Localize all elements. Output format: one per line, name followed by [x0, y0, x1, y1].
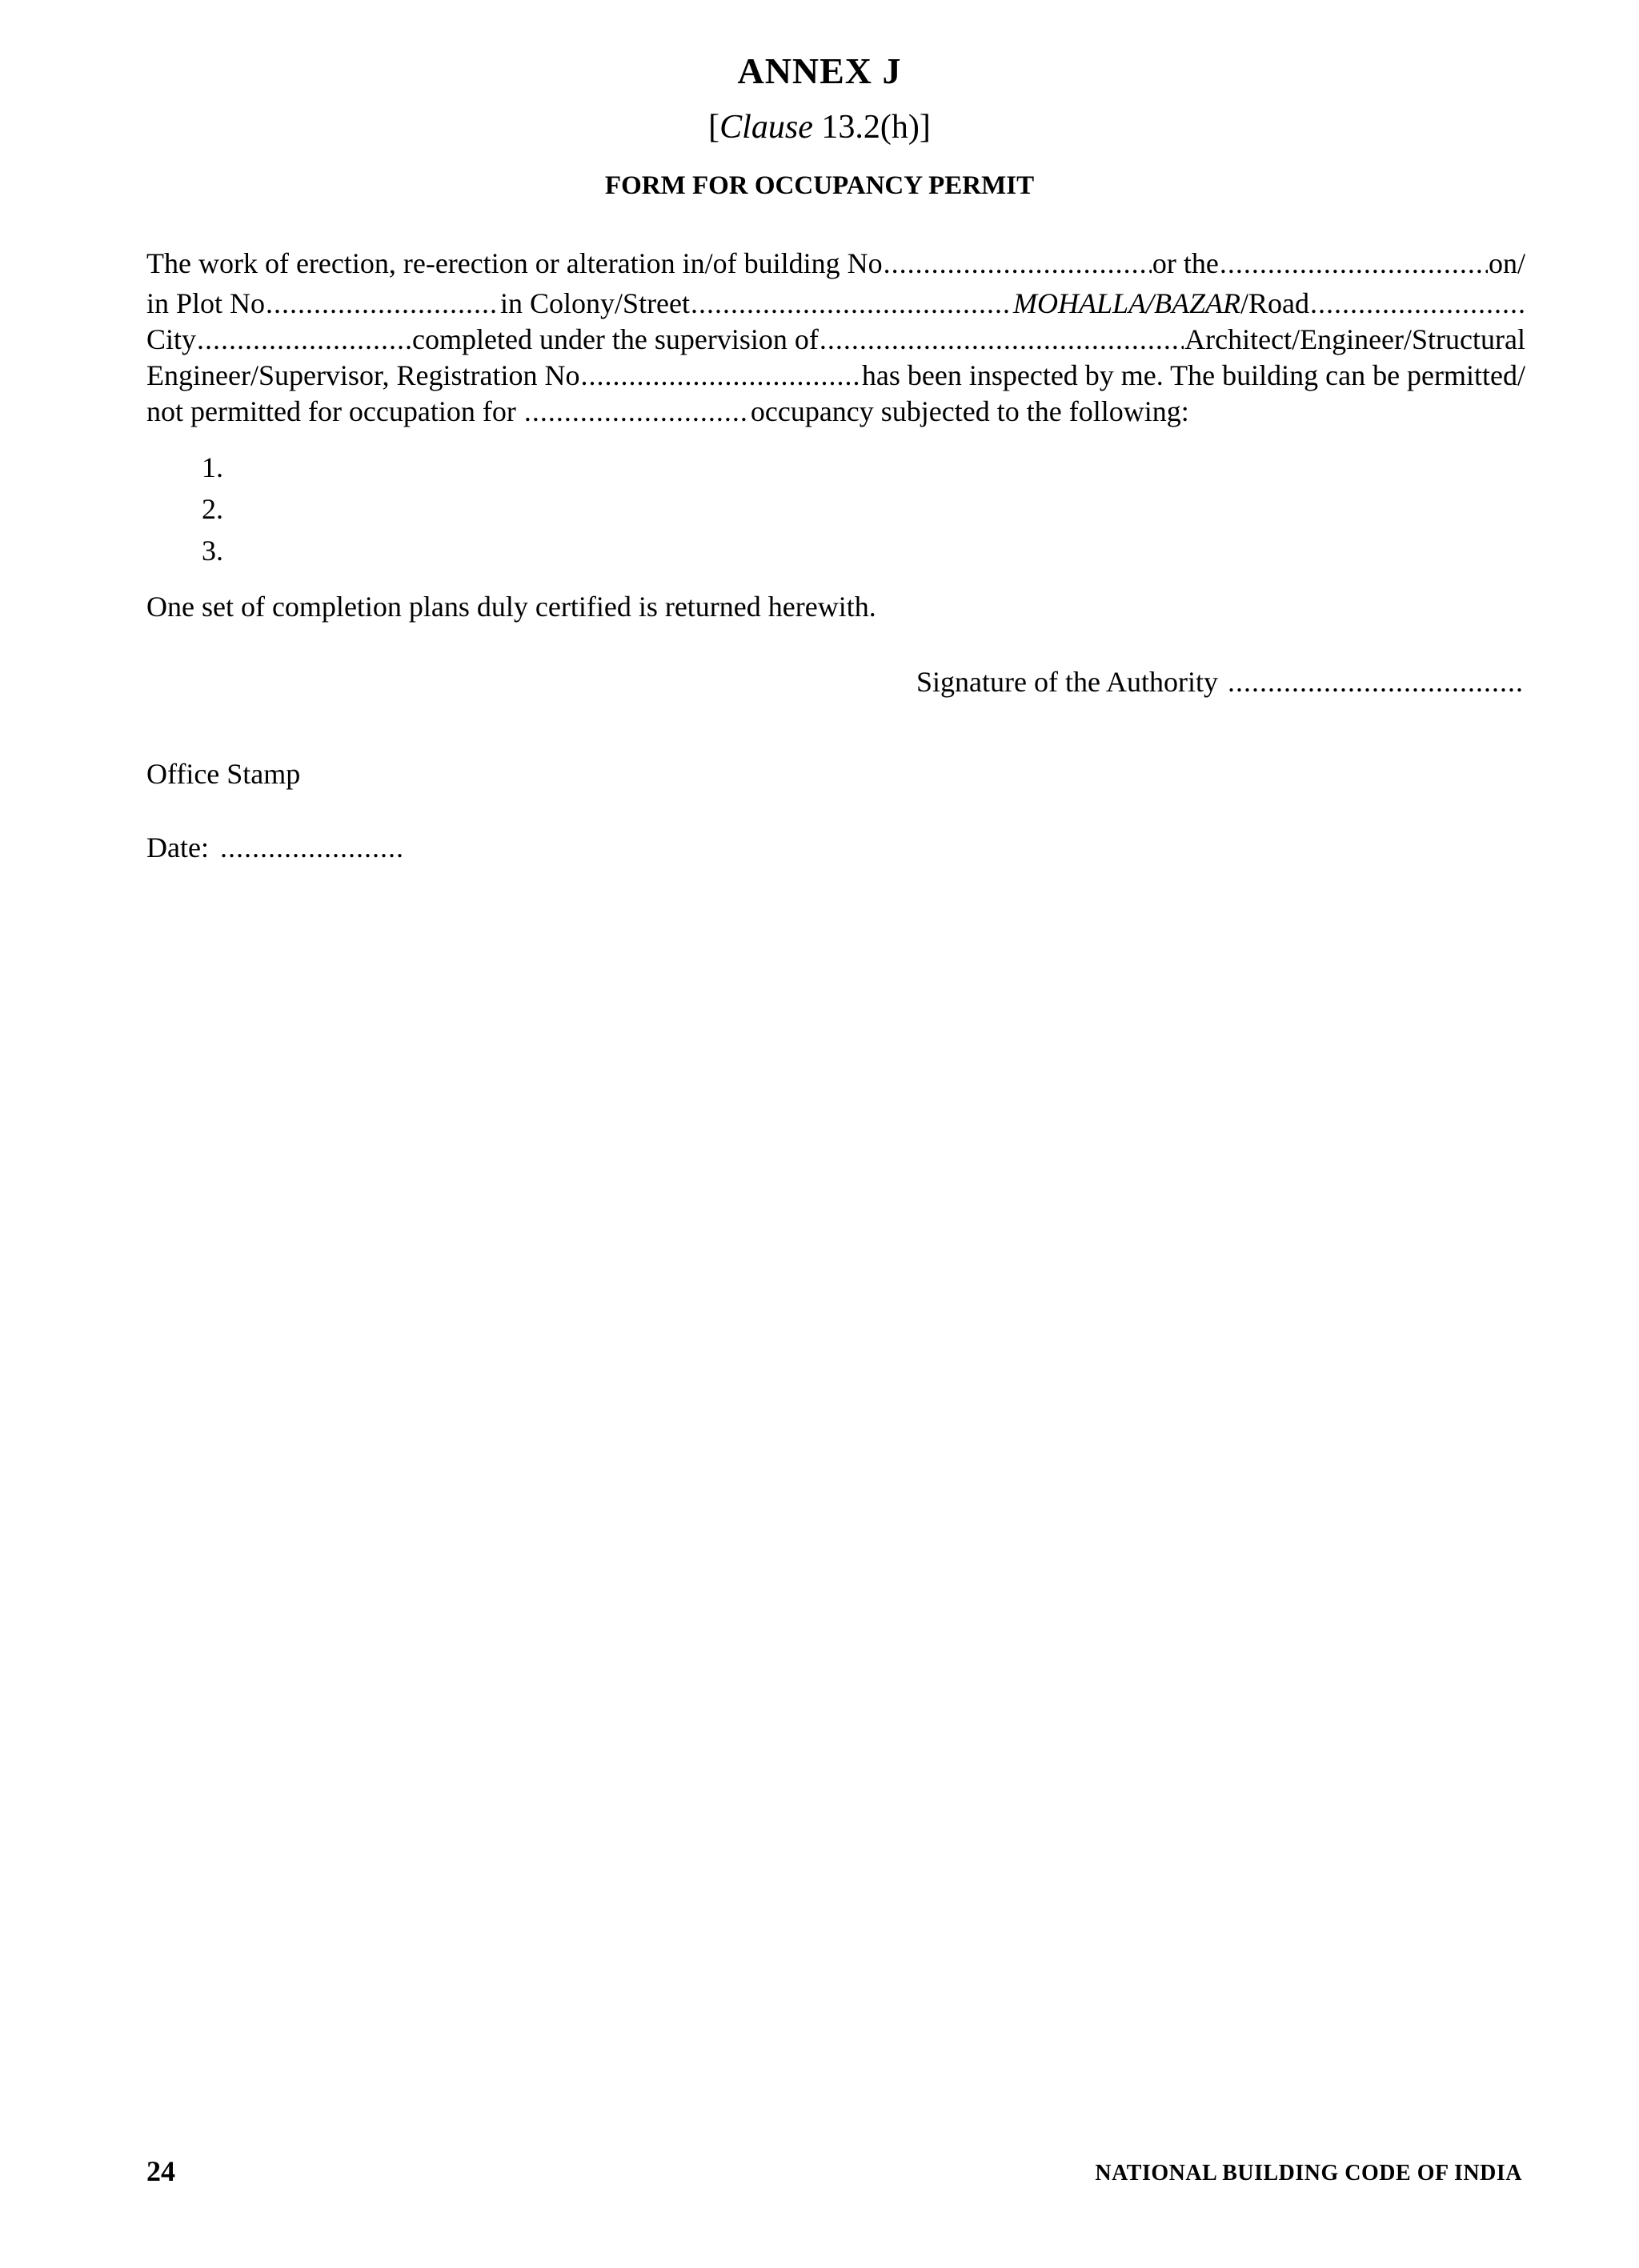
line2-text-a: in Plot No [146, 287, 266, 319]
line5-text-a: not permitted for occupation for [146, 395, 516, 427]
plot-number-blank[interactable] [266, 286, 499, 321]
date-blank[interactable] [220, 830, 406, 865]
line1-text-a: The work of erection, re-erection or alteration in/of building No [146, 247, 883, 279]
clause-reference [0, 108, 1639, 146]
supervisor-blank[interactable] [820, 322, 1184, 357]
occupancy-type-blank[interactable] [524, 394, 750, 429]
building-number-blank[interactable] [884, 246, 1152, 281]
line3-text-b: completed under the supervision of [412, 323, 819, 355]
closing-statement: One set of completion plans duly certified is returned herewith. [146, 591, 876, 623]
line3-text-c: Architect/Engineer/Structural [1184, 323, 1525, 355]
date-label: Date: [146, 831, 209, 864]
form-body-line-2 [146, 286, 1525, 321]
form-body-line-1 [146, 246, 1525, 281]
signature-label: Signature of the Authority [916, 666, 1218, 698]
clause-word: Clause [719, 109, 813, 146]
line4-text-a: Engineer/Supervisor, Registration No [146, 359, 580, 391]
signature-blank[interactable] [1228, 664, 1525, 699]
line5-text-b: occupancy subjected to the following: [750, 395, 1189, 427]
building-name-blank[interactable] [1220, 246, 1488, 281]
signature-line [916, 664, 1526, 699]
road-blank[interactable] [1310, 286, 1525, 321]
line1-text-b: or the [1152, 247, 1219, 279]
office-stamp-label: Office Stamp [146, 758, 301, 790]
form-body-line-5 [146, 394, 1189, 429]
date-line [146, 830, 407, 865]
form-body-line-4 [146, 358, 1525, 393]
registration-number-blank[interactable] [580, 358, 860, 393]
line2-text-d: /Road [1240, 287, 1309, 319]
clause-open-bracket: [ [708, 109, 720, 146]
form-title: FORM FOR OCCUPANCY PERMIT [604, 171, 1035, 200]
line4-text-b: has been inspected by me. The building can be permitted/ [861, 359, 1525, 391]
condition-item-3: 3. [202, 535, 223, 567]
page-number: 24 [146, 2155, 175, 2187]
condition-item-1: 1. [202, 451, 223, 483]
line3-text-a: City [146, 323, 197, 355]
colony-street-blank[interactable] [691, 286, 1012, 321]
line1-text-c: on/ [1488, 247, 1525, 279]
annex-title: ANNEX J [737, 50, 902, 91]
clause-number: 13.2(h)] [821, 109, 931, 146]
form-body-line-3 [146, 322, 1525, 357]
publication-title: NATIONAL BUILDING CODE OF INDIA [1095, 2161, 1522, 2186]
condition-item-2: 2. [202, 493, 223, 525]
city-blank[interactable] [197, 322, 411, 357]
line2-text-c: MOHALLA/BAZAR [1013, 287, 1240, 319]
line2-text-b: in Colony/Street [500, 287, 691, 319]
